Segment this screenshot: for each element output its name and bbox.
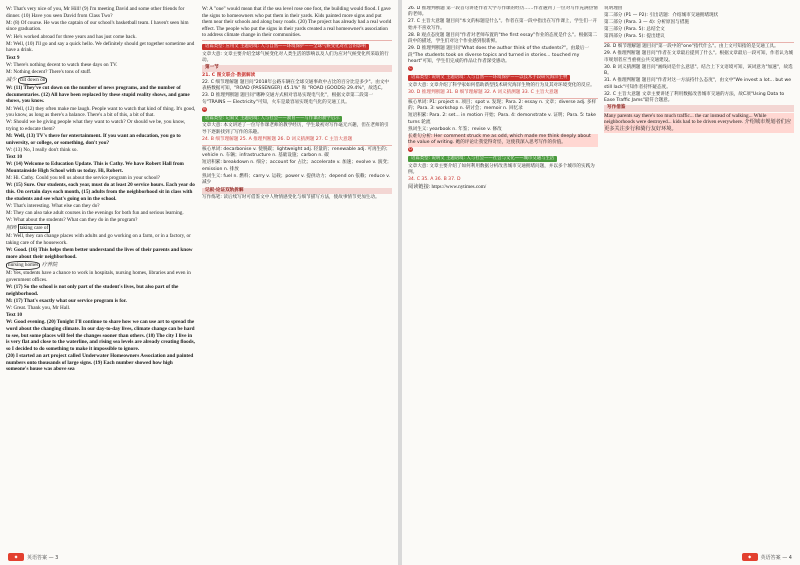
paragraph: W: (14) Welcome to Education Update. This is Cathy. We have Robert Hall from Mountainside High School with us today. Hi, Robert.	[6, 161, 184, 174]
passage-summary: 文章大意: 文章介绍了科学家如何借助新型技术研究海洋生物的行为及其对环境变化的反应。	[408, 82, 595, 88]
annotated-paragraph	[6, 224, 196, 233]
boxed-phrase: taking care of	[19, 225, 49, 232]
paragraph: W: (15) Sure. Our students, each year, must do at least 20 service hours. Each year do this. On certain days each month, (15) adults from the neighborhood sit in class with the students and see what's going on in the school.	[6, 182, 195, 202]
paragraph: W: There's nothing decent to watch these days on TV.	[6, 61, 118, 68]
passage-type	[408, 74, 598, 82]
annotated-paragraph	[6, 76, 196, 85]
passage-type-label: 语篇类型: 说明文 主题语境: 人与自然——环境保护——以技术手段研究海洋生物	[408, 75, 570, 81]
reading-link[interactable]: 阅读链接: https://www.nytimes.com/	[408, 184, 487, 191]
answer-explanation: 28. B 观点态度题 题目问"作者对老师布置的"the first essay"作业的态度是什么"。根据第二段中的描述，学生们对这个作业感到很新鲜。	[408, 32, 598, 45]
answer-line: 34. C 35. A 36. B 37. D	[408, 177, 461, 183]
divider	[202, 145, 392, 146]
paragraph: W: Should we be giving people what they want to watch? Or should we be, you know, trying to educate them?	[6, 119, 186, 133]
paragraph: W: That's very nice of you, Mr Hill! (9) I'm meeting David and some other friends for dinner. (10) Have you seen David from Class Two?	[6, 6, 185, 19]
right-column-2	[604, 6, 794, 547]
answer-explanation: 32. C 主旨大意题 文章主要讲述了利用数据改善城市交通的方法，故C项"Using Data to Ease Traffic Jams"最符合题意。	[604, 91, 785, 104]
passage-summary: 文章大意: 文章主要介绍了如何利用数据分析改善城市交通拥堵问题，并以多个城市的实践为例。	[408, 163, 595, 176]
answer-line: 30. D 推理判断题 31. B 细节理解题 32. A 词义猜测题 33. C 主旨大意题	[408, 89, 559, 95]
left-page	[0, 0, 398, 565]
answer-explanation: 31. A 推理判断题 题目问"作者对这一方法持什么态度"，由文中"We invest a lot... but we still lack"可知作者持怀疑态度。	[604, 78, 792, 90]
sentence-analysis: 长难句分析: Her comment struck me as odd, which made me think deeply about the value of writing. 她的评论让我觉得奇怪，这使我深入思考写作的价值。	[408, 134, 598, 147]
answer-line: 21. C 图文联合·数据解读	[202, 72, 256, 78]
paragraph: M: Hi. Cathy. Could you tell us about the service program in your school?	[6, 175, 160, 182]
section-letter	[408, 147, 598, 154]
paragraph: M: (17) That's exactly what our service program is for.	[6, 297, 127, 304]
section-letter	[202, 107, 392, 114]
paragraph: M: (8) Of course. He was the captain of our school's basketball team. I haven't seen him since graduation.	[6, 19, 189, 33]
circled-phrase: cut down on	[19, 77, 46, 84]
handwritten-note: 减少	[6, 77, 17, 84]
answer-explanation: 27. C 主旨大意题 题目问"本文的标题是什么"。作者在第一段中指出在写作课上，学生们一开始并不喜欢写作。	[408, 19, 598, 31]
section-heading: Text 9	[6, 54, 20, 61]
paragraph: W: Good. (16) This helps them better understand the lives of their parents and know more about their neighborhood.	[6, 247, 193, 260]
paragraph: W: (17) So the school is not only part of the student's lives, but also part of the neighborhood.	[6, 284, 179, 297]
answer-explanation: 22. C 细节理解题 题目问"2018年公路车辆在全球交通事故中占比的百分比是多少"。由文中表格数据可知，"ROAD (PASSENGER) 45.1%" 和 "ROAD (GOODS) 29.4%"，故选C。	[202, 79, 390, 92]
structure-line: 第四部分 (Para. 5): 提出建议	[604, 34, 665, 39]
answer-explanation: 30. B 词义猜测题 题目问"画线词是什么意思"。结合上下文语境可知，该词意为"加速"，故选B。	[604, 64, 793, 77]
page-footer	[8, 553, 58, 561]
vocab-block: 熟词生义: yearbook n. 年鉴；revise v. 修改	[408, 126, 502, 132]
divider	[604, 42, 794, 43]
paragraph: (20) I started an art project called Underwater Homeowners Association and painted numbers onto thousands of large signs. (19) Each number showed how high someone's house was above sea	[6, 352, 194, 373]
vocab-block: 核心单词: decarbonise v. 使脱碳；lightweight adj. 轻量的；renewable adj. 可再生的；vehicle n. 车辆；infrastructure n. 基础设施；carbon n. 碳	[202, 147, 391, 159]
paragraph: W: A "one" would mean that if the sea level rose one foot, the building would flood. I gave the signs to homeowners who put them in their yards. Kids painted more signs and put them near their schools and along busy roads. (20) The project has already had a real world effect. The people who put the signs in their yards created a real homeowner's association to address climate change in their communities.	[202, 6, 392, 39]
paragraph: M: Well, (12) they often make me laugh. People want to watch that kind of thing. It's good, you know, as long as there's a balance. There's a bit of this, a bit of that.	[6, 105, 196, 119]
structure-line: 第三部分 (Para. 5): 总结全文	[604, 27, 665, 32]
paragraph: M: Well, (13) TV's there for entertainment. If you want an education, you go to university, or college, or something, don't you?	[6, 133, 181, 146]
divider	[408, 98, 598, 99]
paragraph: W: What about the students? What can they do in the program?	[6, 217, 138, 224]
section-heading: Text 10	[6, 154, 23, 161]
section-heading: Text 10	[6, 312, 23, 319]
publisher-logo: ◆	[742, 553, 758, 561]
handwritten-note: 照顾	[6, 225, 17, 232]
answer-explanation: 23. D 推理判断题 题目问"哪种交通方式相对容易实现电气化"，根据文章第二段第一句"TRAINS — Electricity"可知，火车是最容易实现电气化的交通工具。	[202, 93, 374, 105]
passage-type	[202, 115, 392, 123]
passage-type	[408, 155, 598, 163]
structure-line: 第二部分 (P1 — P2): 引出话题：介绍城市交通拥堵现状	[604, 13, 719, 18]
paragraph: W: Good evening. (20) Tonight I'll continue to share how we can use art to spread the word about the changing climate. In our day-to-day lives, climate change can be hard to see, but some places will feel the changes sooner than others. (18) The city I live in is very flat and close to the waterline, and rising sea levels are already creating floods, so I decided to do something to make it impossible to ignore.	[6, 319, 195, 352]
right-page	[402, 0, 800, 565]
section-band: 记叙·论证双轨拆解	[202, 188, 392, 194]
paragraph: M: Nothing decent? There's tons of stuff.	[6, 68, 92, 75]
passage-type-label: 语篇类型: 说明文 主题语境: 人与社会——社会与文化——城市交通与生活	[408, 156, 557, 162]
passage-type	[202, 43, 392, 51]
passage-summary: 文章大意: 文章主要介绍全球气候变化对人类生活的影响以及人们为应对气候变化所采取的行动。	[202, 51, 389, 63]
section-c-icon: C	[409, 66, 412, 71]
passage-type-label: 语篇类型: 记叙文 主题语境: 人与社会——教育——写作课的教学启示	[202, 116, 342, 122]
page-footer	[742, 553, 792, 561]
left-column-1	[6, 6, 196, 547]
answer-line: 24. B 细节理解题 25. A 推理判断题 26. D 词义猜测题 27. C 主旨大意题	[202, 136, 353, 142]
paragraph: W: Great. Thank you, Mr Hall.	[6, 304, 71, 311]
answer-explanation: 28. D 细节理解题 题目问"第一段中的"one"指代什么"。由上文可知指的是交通工具。	[604, 44, 779, 50]
paragraph: M: Well, they can change places with adults and go working on a farm, or in a factory, or taking care of the housework.	[6, 233, 191, 247]
circled-phrase: nursing homes	[8, 262, 39, 269]
paragraph: W: He's worked abroad for three years and has just come back.	[6, 33, 137, 40]
vocab-block: 熟词生义: fuel n. 燃料；carry v. 运载；power v. 提供动力；depend on 依赖；reduce v. 减少	[202, 173, 391, 186]
section-band: 写作借鉴	[604, 105, 794, 111]
paragraph: W: That's interesting. What else can they do?	[6, 202, 100, 209]
writing-excerpt: Many parents say there's too much traffic... the car instead of walking... While neighborhoods were destroyed... kids had to be driven everywhere. 介绍城市规划者们应更多关注步行和骑行友好环境。	[604, 113, 794, 133]
section-band: 第一节	[202, 65, 392, 71]
divider	[202, 40, 392, 41]
paragraph: W: (13) No, I really don't think so.	[6, 147, 78, 153]
paragraph: M: Yes, students have a chance to work in hospitals, nursing homes, libraries and even in government offices.	[6, 270, 191, 283]
publisher-logo: ◆	[8, 553, 24, 561]
page-label: 英语答案 — 4	[760, 554, 792, 561]
annotated-paragraph	[6, 261, 196, 270]
passage-summary: 文章大意: 本文讲述了一位写作课老师的教学经历，学生最初对写作毫无兴趣，但在老师的引导下逐渐找到了写作的乐趣。	[202, 123, 389, 135]
paragraph: M: They can also take adult courses in the evenings for both fun and serious learning.	[6, 209, 184, 216]
vocab-block: 短语积累: Para. 2: set... in motion 开始；Para. 4: demonstrate v. 证明；Para. 5: take turns 轮流	[408, 113, 596, 125]
section-letter	[408, 66, 598, 73]
paragraph: W: (11) They've cut down on the number of news programs, and the number of documentaries. (12) All have been replaced by these stupid reality shows, and game shows, you know.	[6, 85, 190, 105]
structure-line: 第二部分 (Para. 3 — 4): 分析原因与措施	[604, 20, 689, 25]
answer-explanation: 29. A 推理判断题 题目问"作者在文章最后提到了什么"。根据文章最后一段可知，作者认为城市规划者应当重视公共交通建设。	[604, 51, 794, 63]
section-d-icon: D	[409, 147, 412, 152]
page-label: 英语答案 — 3	[27, 554, 59, 561]
right-column-1	[408, 6, 598, 547]
handwritten-note: 疗养院	[41, 262, 58, 269]
answer-explanation: 29. D 推理判断题 题目问"What does the author think of the students?"。由最后一段"The students took on diverse topics and turned in stories... touched my heart"可知，学生们完成的作品让作者深受感动。	[408, 46, 590, 65]
passage-type-label: 语篇类型: 应用文 主题语境: 人与自然——环境保护——全球气候变化对社会的影响	[202, 44, 369, 50]
left-column-2	[202, 6, 392, 547]
writing-tip: 写作练笔: 读后续写时可借鉴文中人物情感变化与细节描写方法，使故事情节更加生动。	[202, 195, 380, 201]
paragraph: M: Well, (10) I'll go and say a quick hello. We definitely should get together sometime and have a drink.	[6, 40, 195, 54]
vocab-block: 核心单词: P1: project n. 项目；spot v. 发现；Para. 2: essay n. 文章；diverse adj. 多样的；Para. 3: workshop n. 研讨会；memoir n. 回忆录	[408, 100, 597, 112]
section-b-icon: B	[203, 106, 206, 111]
paragraph: 说明理由	[604, 6, 623, 11]
vocab-block: 短语积累: breakdown n. 细分；account for 占比；accelerate v. 加速；evolve v. 演变；emission n. 排放	[202, 160, 392, 172]
answer-explanation: 26. D 推理判断题 第一段首句讲述作者大学写作课的经历……作者遇到了一位对写作充满热情的老师。	[408, 6, 598, 18]
